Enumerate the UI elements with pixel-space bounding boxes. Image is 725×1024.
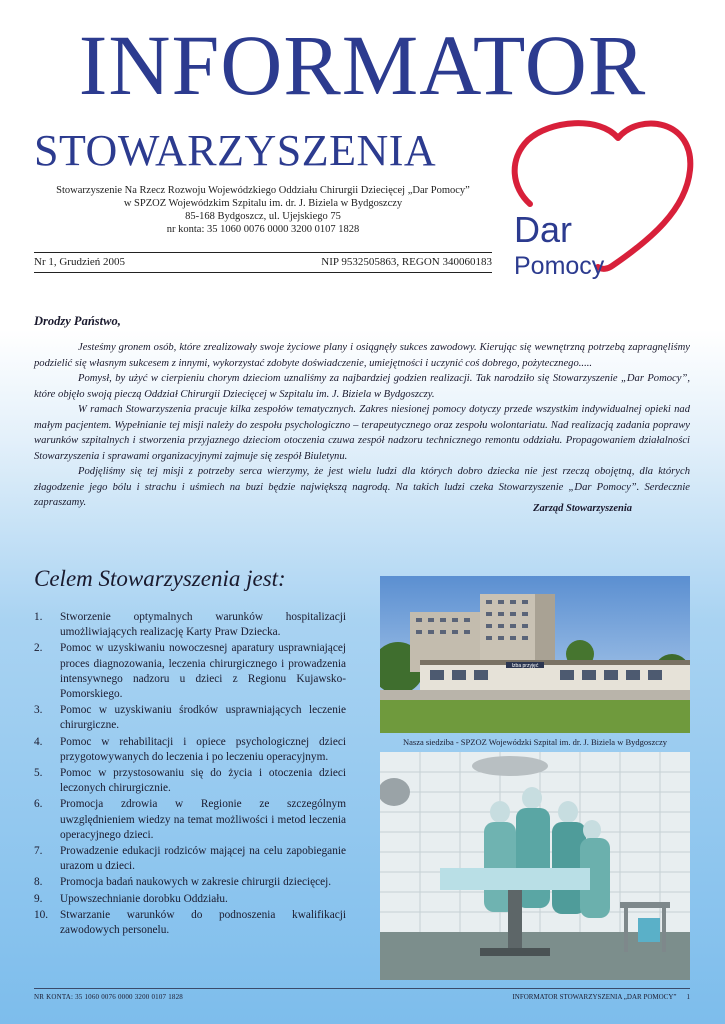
page-number: 1 (686, 993, 690, 1001)
letter-paragraph: Jesteśmy gronem osób, które zrealizowały swoje życiowe plany i osiągnęły sukces zawodowy. Kierując się wewnętrzną potrzebą zapragnęliśmy podzielić się własnym sukcesem z innymi, wykorzystać zdobyte doświadczenie, umiejętności i uczynić coś dobrego, pożytecznego..... (34, 342, 690, 369)
list-item (34, 610, 346, 640)
list-number: 1. (34, 611, 43, 623)
masthead-bottom-rule (34, 272, 492, 273)
newsletter-subtitle: STOWARZYSZENIA (34, 126, 437, 175)
list-item (34, 892, 346, 907)
list-text: Promocja badań naukowych w zakresie chirurgii dziecięcej. (60, 876, 332, 889)
list-item (34, 641, 346, 702)
list-text: Upowszechnianie dorobku Oddziału. (60, 892, 228, 905)
masthead-top-rule (34, 252, 492, 253)
list-item (34, 844, 346, 874)
list-number: 4. (34, 735, 43, 748)
list-number: 2. (34, 642, 43, 655)
logo-text-pomocy: Pomocy (514, 252, 605, 280)
list-number: 10. (34, 908, 49, 921)
list-item (34, 703, 346, 733)
footer-account: NR KONTA: 35 1060 0076 0000 3200 0107 1828 (34, 993, 184, 1001)
hospital-building-photo (380, 576, 690, 733)
footer-rule (34, 988, 690, 989)
list-text: Stwarzanie warunków do podnoszenia kwalifikacji zawodowych personelu. (60, 908, 346, 937)
building-photo-caption: Nasza siedziba - SPZOZ Wojewódzki Szpital im. dr. J. Biziela w Bydgoszczy (402, 737, 668, 747)
list-item (34, 735, 346, 765)
goals-heading: Celem Stowarzyszenia jest: (34, 566, 286, 591)
association-address (34, 184, 492, 236)
list-text: Pomoc w uzyskiwaniu środków usprawniających leczenie chirurgiczne. (60, 704, 346, 732)
list-item (34, 875, 346, 890)
list-text: Pomoc w rehabilitacji i opiece psychologicznej dzieci przygotowywanych do leczenia i po leczeniu operacyjnym. (60, 735, 346, 763)
address-line: w SPZOZ Wojewódzkim Szpitalu im. dr. J. Biziela w Bydgoszczy (123, 198, 403, 209)
issue-number: Nr 1, Grudzień 2005 (34, 256, 126, 268)
list-number: 9. (34, 892, 43, 905)
list-text: Prowadzenie edukacji rodziców mającej na celu zapobieganie urazom u dzieci. (60, 845, 346, 873)
list-item (34, 766, 346, 796)
list-number: 7. (34, 845, 43, 858)
letter-paragraph: Podjęliśmy się tej misji z potrzeby serca wierzymy, że jest wielu ludzi dla których dobro dziecka nie jest rzeczą obojętną, dla których złagodzenie jego bólu i strachu i uśmiech na buzi będzie największą nagrodą. Na takich ludzi czeka Stowarzyszenie „Dar Pomocy”. Serdecznie zapraszamy. (34, 466, 690, 508)
list-text: Pomoc w przystosowaniu się do życia i otoczenia dzieci leczonych chirurgicznie. (60, 767, 346, 795)
registry-numbers: NIP 9532505863, REGON 340060183 (321, 256, 492, 268)
list-text: Pomoc w uzyskiwaniu nowoczesnej aparatury usprawniającej proces diagnozowania, leczenia chirurgicznego i prowadzenia intensywnego nadzoru u dzieci z Regionu Kujawsko-Pomorskiego. (60, 642, 346, 701)
list-item (34, 797, 346, 843)
letter-paragraph: W ramach Stowarzyszenia pracuje kilka zespołów tematycznych. Zakres niesionej pomocy dotyczy przede wszystkim indywidualnej opieki nad małym pacjentem. Wypełnianie tej misji należy do zespołu psychologiczno – terapeutycznego oraz zespołu wolontariatu. Nad realizacją zadania poprawy warunków szpitalnych i stworzenia przyjaznego dzieciom otoczenia czuwa zespół nadzoru technicznego remontu oddziału. Propagowaniem działalności Stowarzyszenia i sprawami organizacyjnymi zajmuje się zespół Biuletynu. (34, 404, 690, 462)
letter-greeting: Drodzy Państwo, (34, 314, 121, 328)
list-text: Stworzenie optymalnych warunków hospitalizacji umożliwiających realizację Karty Praw Dziecka. (60, 611, 346, 639)
list-number: 8. (34, 876, 43, 889)
list-text: Promocja zdrowia w Regionie ze szczególnym uwzględnieniem wiedzy na temat możliwości i metod leczenia operacyjnego dzieci. (60, 798, 346, 841)
logo-text-dar: Dar (514, 209, 573, 250)
letter-body (34, 340, 690, 511)
footer-title: INFORMATOR STOWARZYSZENIA „DAR POMOCY” (512, 993, 677, 1001)
list-item (34, 908, 346, 938)
list-number: 3. (34, 704, 43, 717)
list-number: 6. (34, 798, 43, 811)
building-sign-text: Izba przyjęć (511, 663, 539, 669)
dar-pomocy-logo (490, 118, 700, 288)
letter-signature: Zarząd Stowarzyszenia (533, 503, 632, 514)
newsletter-title: INFORMATOR (78, 17, 647, 113)
operating-room-photo (380, 752, 690, 980)
list-number: 5. (34, 767, 43, 780)
address-line: Stowarzyszenie Na Rzecz Rozwoju Wojewódzkiego Oddziału Chirurgii Dziecięcej „Dar Pomocy” (56, 185, 470, 196)
address-line: 85-168 Bydgoszcz, ul. Ujejskiego 75 (185, 211, 341, 222)
footer-publication (480, 993, 690, 1001)
address-line: nr konta: 35 1060 0076 0000 3200 0107 1828 (166, 224, 360, 235)
letter-paragraph: Pomysł, by użyć w cierpieniu chorym dzieciom uznaliśmy za najbardziej godzien realizacji. Tak narodziło się Stowarzyszenie „Dar Pomocy”, które objęło swoją pieczą Oddział Chirurgii Dziecięcej w Szpitalu im. J. Biziela w Bydgoszczy. (34, 373, 690, 400)
goals-list (34, 610, 346, 939)
